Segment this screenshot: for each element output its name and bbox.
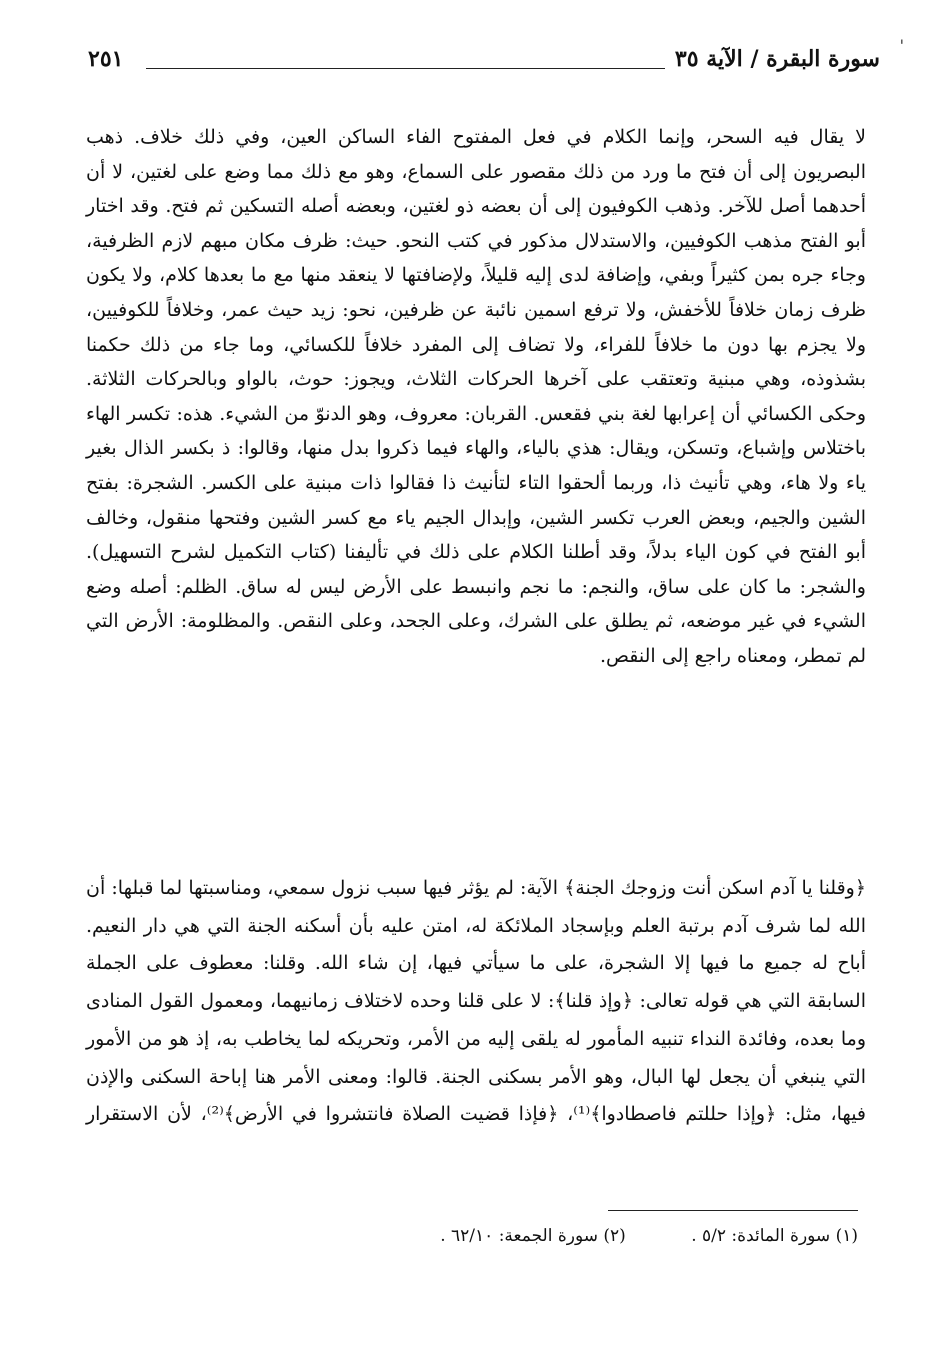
footnote-2: (٢) سورة الجمعة: ٦٢/١٠ . <box>440 1226 626 1246</box>
footnote-1: (١) سورة المائدة: ٥/٢ . <box>691 1226 858 1246</box>
paragraph-1: لا يقال فيه السحر، وإنما الكلام في فعل المفتوح الفاء الساكن العين، وفي ذلك خلاف. ذهب البصريون إلى أن فتح ما ورد من ذلك مقصور على السماع، وهو مع ذلك مما وضع على لغتين، لا أن أحدهما أصل للآخر. وذهب الكوفيون إلى أن بعضه ذو لغتين، وبعضه أصله التسكين ثم فتح. وقد اختار أبو الفتح مذهب الكوفيين، والاستدلال مذكور في كتب النحو. حيث: ظرف مكان مبهم لازم الظرفية، وجاء جره بمن كثيراً وبفي، وإضافة لدى إليه قليلاً، ولإضافتها لا ينعقد منها مع ما بعدها كلام، ولا يكون ظرف زمان خلافاً للأخفش، ولا ترفع اسمين نائبة عن ظرفين، نحو: زيد حيث عمر، وخلافاً للكوفيين، ولا يجزم بها دون ما خلافاً للفراء، ولا تضاف إلى المفرد خلافاً للكسائي، وما جاء من ذلك حكمنا بشذوذه، وهي مبنية وتعتقب على آخرها الحركات الثلاث، ويجوز: حوث، بالواو وبالحركات الثلاثة. وحكى الكسائي أن إعرابها لغة بني فقعس. القربان: معروف، وهو الدنوّ من الشيء. هذه: تكسر الهاء باختلاس وإشباع، وتسكن، ويقال: هذي بالياء، والهاء فيما ذكروا بدل منها، وقالوا: ذ بكسر الذال بغير ياء ولا هاء، وهي تأنيث ذا، وربما ألحقوا التاء لتأنيث ذا فقالوا ذات مبنية على الكسر. الشجرة: بفتح الشين والجيم، وبعض العرب تكسر الشين، وإبدال الجيم ياء مع كسر الشين وفتحها منقول، وخالف أبو الفتح في كون الياء بدلاً، وقد أطلنا الكلام على ذلك في تأليفنا (كتاب التكميل لشرح التسهيل). والشجر: ما كان على ساق، والنجم: ما نجم وانبسط على الأرض ليس له ساق. الظلم: أصله وضع الشيء في غير موضعه، ثم يطلق على الشرك، وعلى الجحد، وعلى النقص. والمظلومة: الأرض التي لم تمطر، ومعناه راجع إلى النقص. <box>86 126 866 667</box>
footnote-rule <box>608 1210 858 1211</box>
header-rule <box>146 68 665 69</box>
corner-mark: ' <box>899 36 904 55</box>
footnotes <box>258 1224 858 1248</box>
commentary-text <box>86 870 866 1134</box>
main-text <box>86 120 866 674</box>
running-header <box>88 42 880 82</box>
paragraph-2: ﴿وقلنا يا آدم اسكن أنت وزوجك الجنة﴾ الآية: لم يؤثر فيها سبب نزول سمعي، ومناسبتها لما قبلها: أن الله لما شرف آدم برتبة العلم وبإسجاد الملائكة له، امتن عليه بأن أسكنه الجنة التي هي دار النعيم. أباح له جميع ما فيها إلا الشجرة، على ما سيأتي فيها، إن شاء الله. وقلنا: معطوف على الجملة السابقة التي هي قوله تعالى: ﴿وإذ قلنا﴾: لا على قلنا وحده لاختلاف زمانيهما، ومعمول القول المنادى وما بعده، وفائدة النداء تنبيه المأمور له يلقى إليه من الأمر، وتحريكه لما يخاطب به، إذ هو من الأمور التي ينبغي أن يجعل لها البال، وهو الأمر بسكنى الجنة. قالوا: ومعنى الأمر هنا إباحة السكنى والإذن فيها، مثل: ﴿وإذا حللتم فاصطادوا﴾⁽¹⁾، ﴿فإذا قضيت الصلاة فانتشروا في الأرض﴾⁽²⁾، لأن الاستقرار <box>86 877 867 1126</box>
page-number: ٢٥١ <box>88 46 124 72</box>
header-title: سورة البقرة / الآية ٣٥ <box>674 46 880 72</box>
